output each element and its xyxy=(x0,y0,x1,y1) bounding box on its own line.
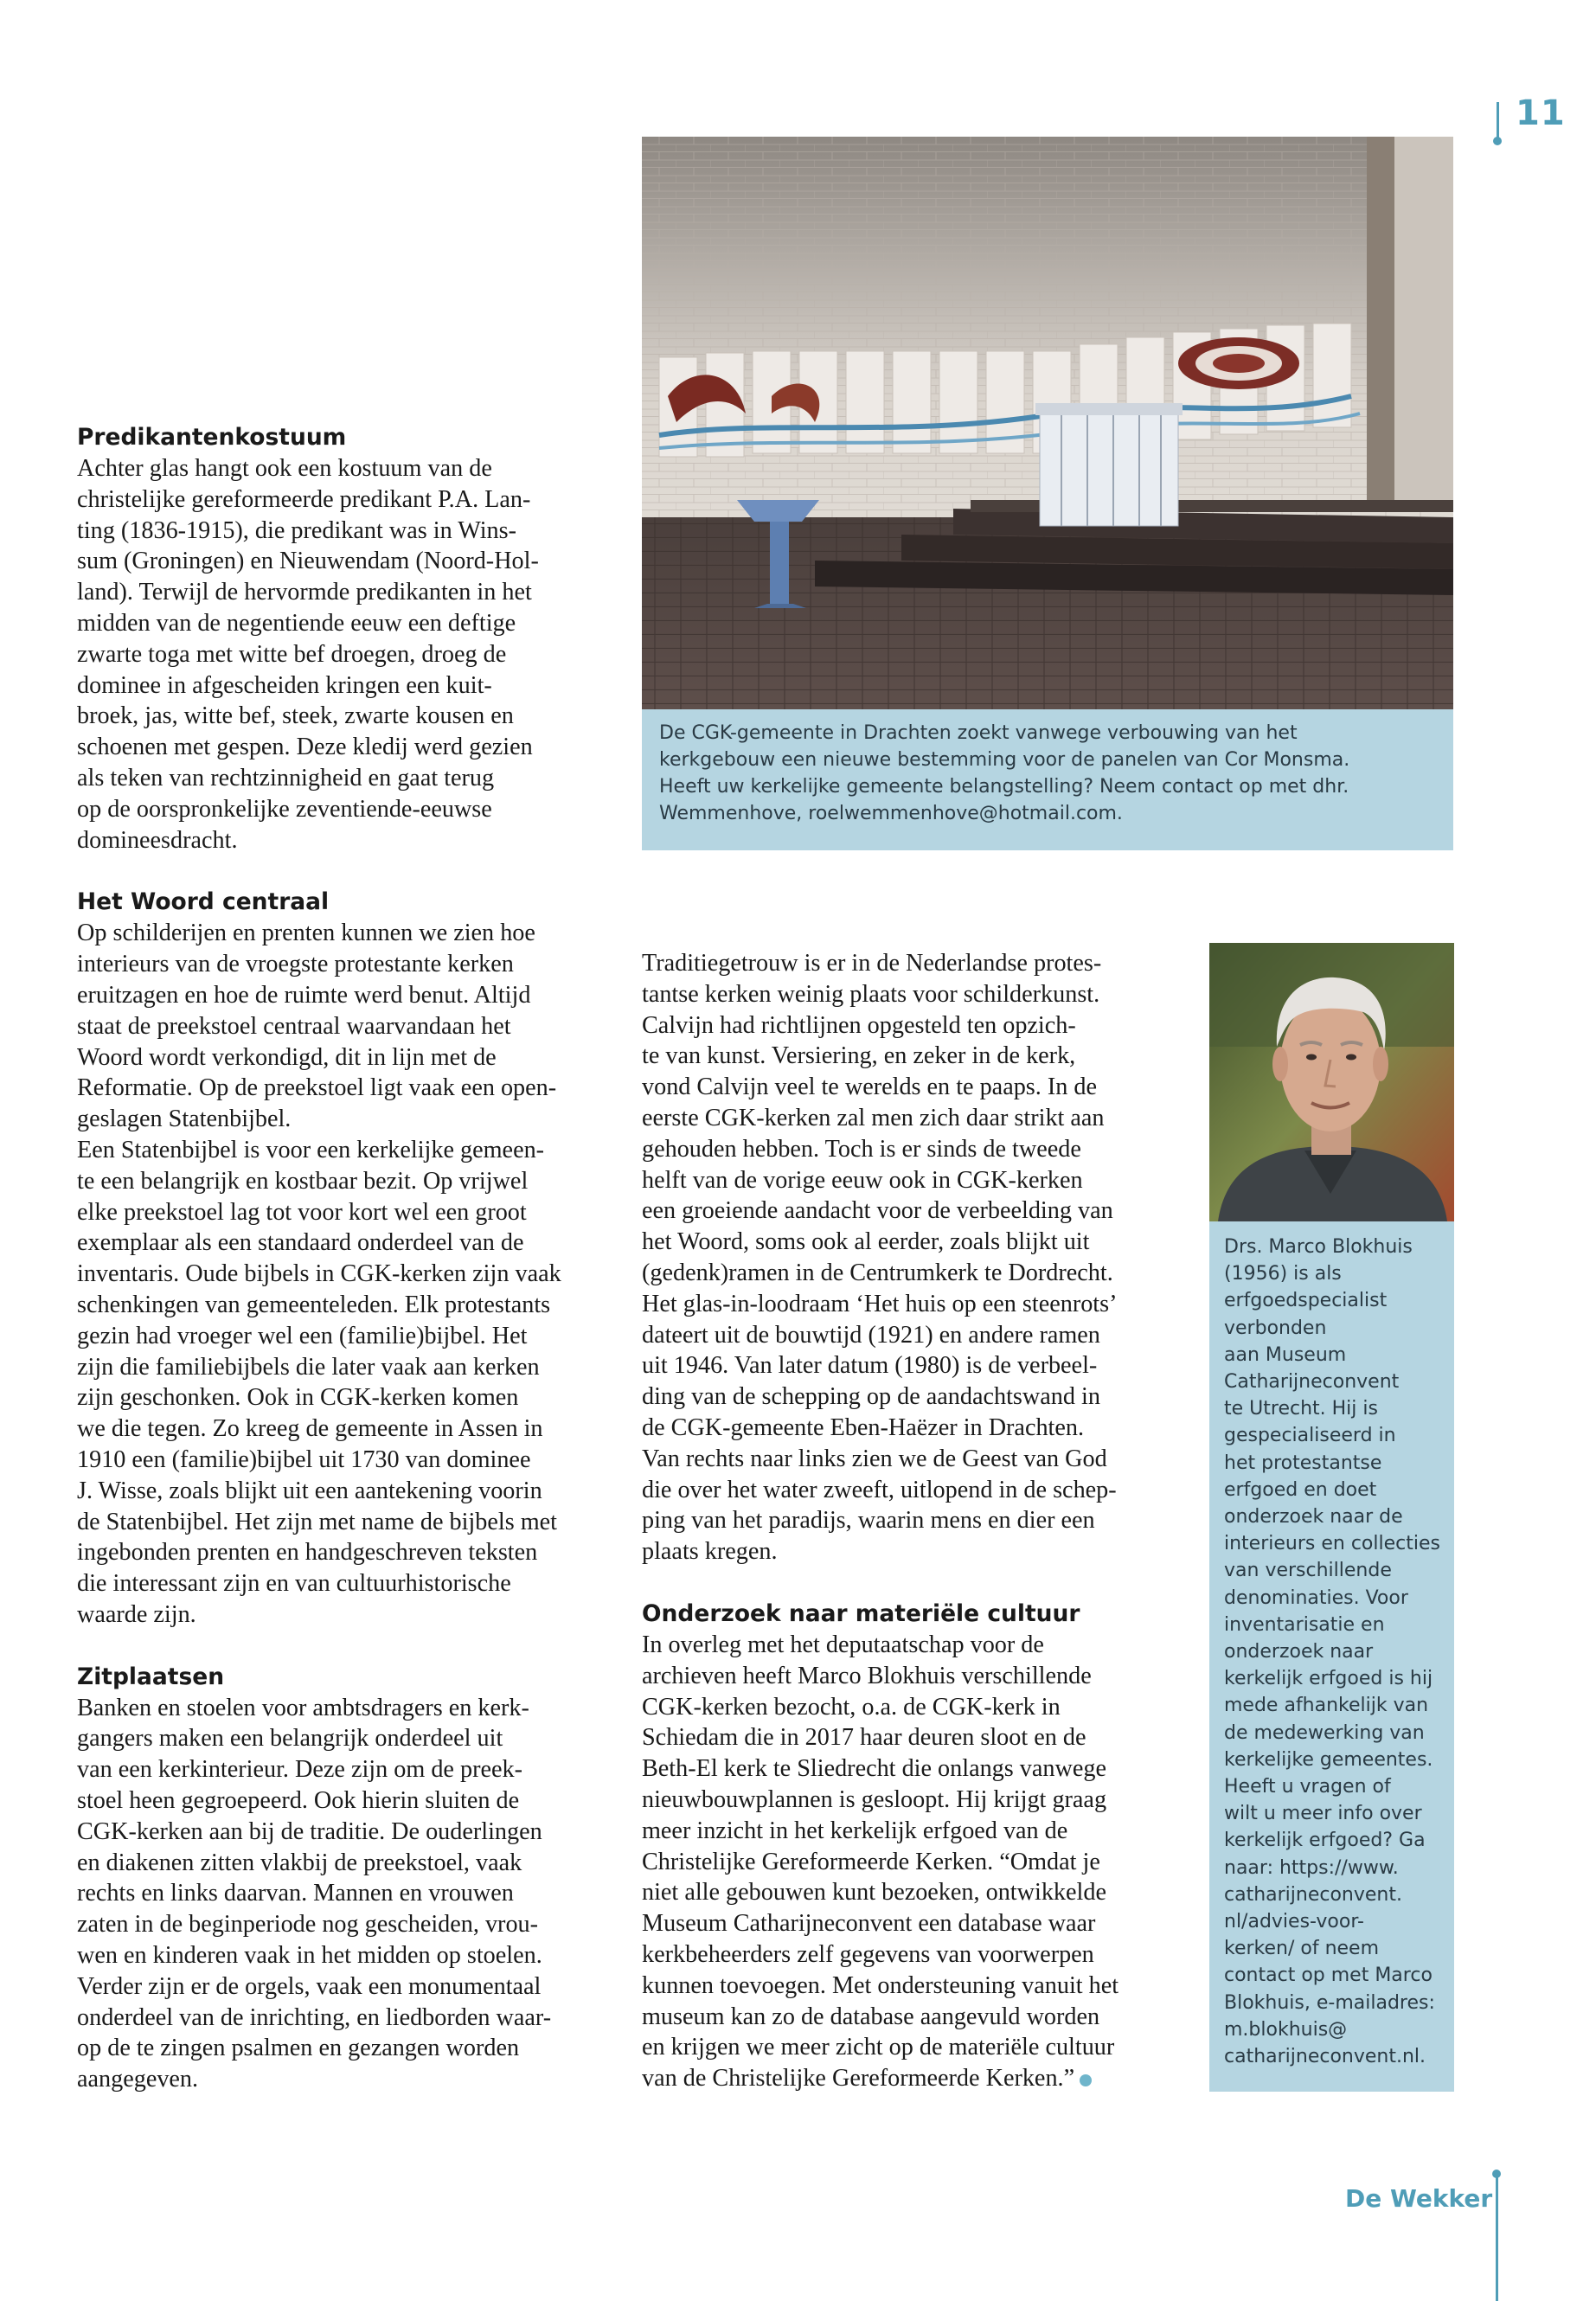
text-line: Banken en stoelen voor ambtsdragers en kerk- xyxy=(77,1694,529,1721)
text-line: ding van de schepping op de aandachtswand in xyxy=(642,1383,1100,1411)
bio-line: kerken/ of neem xyxy=(1224,1938,1380,1960)
text-line: helft van de vorige eeuw ook in CGK-kerken xyxy=(642,1166,1083,1194)
text-line: land). Terwijl de hervormde predikanten in het xyxy=(77,579,532,606)
text-line: waarde zijn. xyxy=(77,1600,196,1628)
text-line: Schiedam die in 2017 haar deuren sloot en de xyxy=(642,1724,1086,1752)
bio-line: onderzoek naar xyxy=(1224,1641,1374,1663)
section-heading: Zitplaatsen xyxy=(77,1663,225,1690)
bio-line: interieurs en collecties xyxy=(1224,1533,1440,1555)
author-portrait xyxy=(1209,943,1454,1221)
text-line: Verder zijn er de orgels, vaak een monumentaal xyxy=(77,1972,542,2000)
text-line: rechts en links daarvan. Mannen en vrouwen xyxy=(77,1880,514,1907)
text-line: vond Calvijn veel te werelds en te paaps. In de xyxy=(642,1074,1097,1101)
bio-line: de medewerking van xyxy=(1224,1721,1425,1744)
bio-line: contact op met Marco xyxy=(1224,1965,1433,1987)
section-heading: Predikantenkostuum xyxy=(77,424,347,451)
bio-line: te Utrecht. Hij is xyxy=(1224,1398,1378,1420)
text-line: op de te zingen psalmen en gezangen worden xyxy=(77,2035,520,2062)
text-line: archieven heeft Marco Blokhuis verschillende xyxy=(642,1662,1092,1689)
text-line: schenkingen van gemeenteleden. Elk protestants xyxy=(77,1291,551,1318)
text-line: we die tegen. Zo kreeg de gemeente in Assen in xyxy=(77,1415,543,1443)
text-line: Woord wordt verkondigd, dit in lijn met de xyxy=(77,1043,497,1071)
text-line: plaats kregen. xyxy=(642,1538,778,1566)
text-line: In overleg met het deputaatschap voor de xyxy=(642,1631,1044,1658)
section-heading: Onderzoek naar materiële cultuur xyxy=(642,1599,1080,1627)
text-line: Een Statenbijbel is voor een kerkelijke gemeen- xyxy=(77,1136,545,1163)
text-line: broek, jas, witte bef, steek, zwarte kousen en xyxy=(77,702,514,730)
text-line: eruitzagen en hoe de ruimte werd benut. Altijd xyxy=(77,981,531,1009)
text-line: het Woord, soms ook al eerder, zoals blijkt uit xyxy=(642,1228,1090,1256)
text-line: eerste CGK-kerken zal men zich daar strikt aan xyxy=(642,1104,1105,1131)
bio-line: kerkelijk erfgoed is hij xyxy=(1224,1668,1433,1690)
bio-line: van verschillende xyxy=(1224,1560,1392,1582)
text-line: en krijgen we meer zicht op de materiële cultuur xyxy=(642,2034,1115,2061)
text-line: ping van het paradijs, waarin mens en dier een xyxy=(642,1507,1095,1535)
last-line-text: van de Christelijke Gereformeerde Kerken.” xyxy=(642,2065,1075,2093)
text-line: te van kunst. Versiering, en zeker in de kerk, xyxy=(642,1042,1076,1070)
text-line: Traditiegetrouw is er in de Nederlandse protes- xyxy=(642,950,1102,977)
text-line: kunnen toevoegen. Met ondersteuning vanuit het xyxy=(642,1971,1119,1999)
bio-line: Heeft u vragen of xyxy=(1224,1776,1391,1798)
bio-line: mede afhankelijk van xyxy=(1224,1695,1429,1717)
bio-line: nl/advies-voor- xyxy=(1224,1911,1364,1933)
author-bio xyxy=(1209,1221,1454,2092)
bio-line: aan Museum xyxy=(1224,1343,1347,1366)
text-line: Achter glas hangt ook een kostuum van de xyxy=(77,455,492,482)
church-interior-photo xyxy=(642,137,1453,709)
text-line: kerkbeheerders zelf gegevens van voorwerpen xyxy=(642,1940,1094,1968)
text-line: J. Wisse, zoals blijkt uit een aantekening voorin xyxy=(77,1477,542,1504)
text-line: niet alle gebouwen kunt bezoeken, ontwikkelde xyxy=(642,1879,1106,1907)
text-line: Christelijke Gereformeerde Kerken. “Omdat je xyxy=(642,1848,1100,1875)
text-line: Calvijn had richtlijnen opgesteld ten opzich- xyxy=(642,1011,1076,1039)
text-line: nieuwbouwplannen is gesloopt. Hij krijgt graag xyxy=(642,1785,1107,1813)
bio-line: catharijneconvent.nl. xyxy=(1224,2046,1426,2068)
footer-rule xyxy=(1496,2173,1498,2301)
text-line: exemplaar als een standaard onderdeel van de xyxy=(77,1229,524,1257)
caption-line: kerkgebouw een nieuwe bestemming voor de panelen van Cor Monsma. xyxy=(659,749,1350,771)
text-line: meer inzicht in het kerkelijk erfgoed van de xyxy=(642,1817,1068,1844)
text-line: elke preekstoel lag tot voor kort wel een groot xyxy=(77,1198,527,1226)
text-line: Beth-El kerk te Sliedrecht die onlangs vanwege xyxy=(642,1755,1106,1783)
text-line: als teken van rechtzinnigheid en gaat terug xyxy=(77,764,495,792)
text-line: Op schilderijen en prenten kunnen we zien hoe xyxy=(77,920,535,947)
text-line: te een belangrijk en kostbaar bezit. Op vrijwel xyxy=(77,1167,529,1195)
text-line: sum (Groningen) en Nieuwendam (Noord-Hol- xyxy=(77,548,539,575)
text-line: domineesdracht. xyxy=(77,826,238,854)
bio-line: Catharijneconvent xyxy=(1224,1371,1400,1394)
caption-line: Wemmenhove, roelwemmenhove@hotmail.com. xyxy=(659,803,1123,824)
text-line: dateert uit de bouwtijd (1921) en andere ramen xyxy=(642,1321,1100,1349)
page-number: 11 xyxy=(1516,93,1566,133)
left-column xyxy=(77,422,612,2095)
bio-line: catharijneconvent. xyxy=(1224,1883,1402,1906)
text-line: staat de preekstoel centraal waarvandaan het xyxy=(77,1012,511,1040)
text-line: zijn die familiebijbels die later vaak aan kerken xyxy=(77,1353,540,1381)
bio-line: gespecialiseerd in xyxy=(1224,1425,1396,1447)
bio-line: het protestantse xyxy=(1224,1452,1382,1474)
text-line: van een kerkinterieur. Deze zijn om de preek- xyxy=(77,1756,522,1784)
bio-line: onderzoek naar de xyxy=(1224,1506,1403,1529)
text-line: 1910 een (familie)bijbel uit 1730 van dominee xyxy=(77,1445,531,1473)
text-line: dominee in afgescheiden kringen een kuit- xyxy=(77,671,492,699)
text-line: ting (1836-1915), die predikant was in Wins- xyxy=(77,516,516,544)
text-line: gezin had vroeger wel een (familie)bijbel. Het xyxy=(77,1322,528,1349)
bio-line: naar: https://www. xyxy=(1224,1856,1399,1879)
caption-line: De CGK-gemeente in Drachten zoekt vanwege verbouwing van het xyxy=(659,722,1298,744)
text-line: inventaris. Oude bijbels in CGK-kerken zijn vaak xyxy=(77,1260,561,1288)
text-line: christelijke gereformeerde predikant P.A. Lan- xyxy=(77,485,531,513)
bio-line: inventarisatie en xyxy=(1224,1613,1385,1636)
text-line: Het glas-in-loodraam ‘Het huis op een steenrots’ xyxy=(642,1290,1118,1317)
text-line: zijn geschonken. Ook in CGK-kerken komen xyxy=(77,1384,519,1412)
text-line: een groeiende aandacht voor de verbeelding van xyxy=(642,1197,1113,1225)
footer-dot xyxy=(1492,2170,1501,2178)
caption-line: Heeft uw kerkelijke gemeente belangstelling? Neem contact op met dhr. xyxy=(659,776,1349,798)
bio-line: (1956) is als xyxy=(1224,1263,1342,1285)
text-line: CGK-kerken bezocht, o.a. de CGK-kerk in xyxy=(642,1693,1061,1721)
bio-line: erfgoed en doet xyxy=(1224,1478,1377,1501)
text-line: midden van de negentiende eeuw een deftige xyxy=(77,609,516,637)
bio-line: denominaties. Voor xyxy=(1224,1586,1408,1609)
middle-column xyxy=(642,948,1178,2094)
text-line: CGK-kerken aan bij de traditie. De ouderlingen xyxy=(77,1817,542,1845)
text-line: tantse kerken weinig plaats voor schilderkunst. xyxy=(642,980,1100,1008)
bio-line: erfgoedspecialist xyxy=(1224,1290,1388,1312)
section-heading: Het Woord centraal xyxy=(77,888,330,916)
bio-line: kerkelijke gemeentes. xyxy=(1224,1748,1433,1771)
text-line: stoel heen gegroepeerd. Ook hierin sluiten de xyxy=(77,1787,520,1815)
bio-line: wilt u meer info over xyxy=(1224,1803,1422,1825)
bio-line: Blokhuis, e-mailadres: xyxy=(1224,1991,1435,2014)
text-line: ingebonden prenten en handgeschreven teksten xyxy=(77,1539,538,1567)
text-line: zwarte toga met witte bef droegen, droeg de xyxy=(77,640,507,668)
text-line xyxy=(642,2063,1178,2094)
text-line: interieurs van de vroegste protestante kerken xyxy=(77,951,514,978)
text-line: die over het water zweeft, uitlopend in de schep- xyxy=(642,1476,1117,1503)
text-line: aangegeven. xyxy=(77,2066,199,2093)
bio-line: kerkelijk erfgoed? Ga xyxy=(1224,1830,1426,1852)
publication-name: De Wekker xyxy=(1345,2184,1493,2213)
text-line: Reformatie. Op de preekstoel ligt vaak een open- xyxy=(77,1074,557,1102)
text-line: gehouden hebben. Toch is er sinds de tweede xyxy=(642,1135,1081,1163)
text-line: (gedenk)ramen in de Centrumkerk te Dordrecht. xyxy=(642,1259,1113,1286)
text-line: museum kan zo de database aangevuld worden xyxy=(642,2003,1100,2030)
text-line: en diakenen zitten vlakbij de preekstoel, vaak xyxy=(77,1849,522,1876)
text-line: wen en kinderen vaak in het midden op stoelen. xyxy=(77,1942,542,1970)
end-of-article-dot-icon xyxy=(1080,2074,1092,2086)
bio-line: verbonden xyxy=(1224,1317,1327,1339)
text-line: die interessant zijn en van cultuurhistorische xyxy=(77,1570,511,1598)
text-line: op de oorspronkelijke zeventiende-eeuwse xyxy=(77,795,492,823)
text-line: zaten in de beginperiode nog gescheiden, vrou- xyxy=(77,1911,539,1939)
bio-line: m.blokhuis@ xyxy=(1224,2018,1348,2041)
text-line: geslagen Statenbijbel. xyxy=(77,1106,292,1133)
page-number-rule xyxy=(1497,102,1499,140)
text-line: onderdeel van de inrichting, en liedborden waar- xyxy=(77,2003,552,2031)
text-line: gangers maken een belangrijk onderdeel uit xyxy=(77,1725,503,1753)
text-line: de Statenbijbel. Het zijn met name de bijbels met xyxy=(77,1508,557,1535)
text-line: de CGK-gemeente Eben-Haëzer in Drachten. xyxy=(642,1413,1085,1441)
photo-caption xyxy=(642,709,1453,850)
text-line: schoenen met gespen. Deze kledij werd gezien xyxy=(77,734,533,761)
text-line: Van rechts naar links zien we de Geest van God xyxy=(642,1445,1107,1472)
page-number-dot xyxy=(1493,137,1502,145)
text-line: uit 1946. Van later datum (1980) is de verbeel- xyxy=(642,1352,1098,1380)
bio-line: Drs. Marco Blokhuis xyxy=(1224,1236,1413,1258)
text-line: Museum Catharijneconvent een database waar xyxy=(642,1910,1096,1938)
